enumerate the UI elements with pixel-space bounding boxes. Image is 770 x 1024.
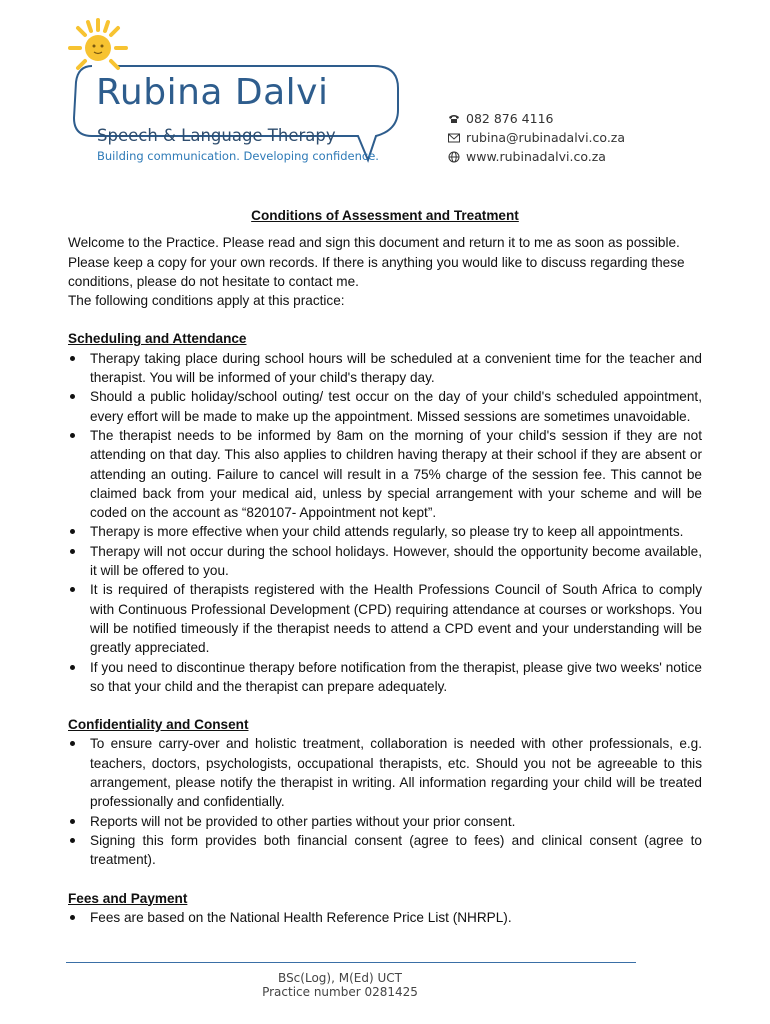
- footer: [230, 971, 450, 999]
- footer-divider: [66, 962, 636, 963]
- list-item: The therapist needs to be informed by 8am on the morning of your child's session if they are not attending on that day. This also applies to children having therapy at their school if they are absent or attending an outing. Failure to cancel will result in a 75% charge of the session fee. This cannot be claimed back from your medical aid, unless by special arrangement with your scheme and will be coded on the account as “820107- Appointment not kept”.: [68, 426, 702, 522]
- list-item: Should a public holiday/school outing/ test occur on the day of your child's scheduled appointment, every effort will be made to make up the appointment. Missed sessions are sometimes unavoidable.: [68, 387, 702, 426]
- contact-block: [448, 109, 625, 166]
- intro-conditions-line: The following conditions apply at this practice:: [68, 293, 345, 309]
- list-item: If you need to discontinue therapy before notification from the therapist, please give two weeks' notice so that your child and the therapist can prepare adequately.: [68, 658, 702, 697]
- list-item: Therapy is more effective when your child attends regularly, so please try to keep all appointments.: [68, 522, 702, 541]
- list-item: Fees are based on the National Health Reference Price List (NHRPL).: [68, 908, 702, 927]
- brand-name: Rubina Dalvi: [96, 72, 329, 113]
- list-item: It is required of therapists registered with the Health Professions Council of South Africa to comply with Continuous Professional Development (CPD) requiring attendance at courses or workshops. You will be notified timeously if the therapist needs to attend a CPD event and your understanding will be greatly appreciated.: [68, 580, 702, 657]
- confidentiality-list: [68, 734, 702, 869]
- intro-paragraph: Welcome to the Practice. Please read and sign this document and return it to me as soon as possible. Please keep a copy for your own records. If there is anything you would like to discuss regarding these conditions, please do not hesitate to contact me.: [68, 235, 685, 289]
- list-item: Reports will not be provided to other parties without your prior consent.: [68, 812, 702, 831]
- brand-subtitle: Speech & Language Therapy: [97, 126, 336, 145]
- phone-icon: [448, 114, 466, 124]
- letterhead: [0, 0, 770, 190]
- fees-list: [68, 908, 702, 927]
- list-item: To ensure carry-over and holistic treatment, collaboration is needed with other professionals, e.g. teachers, doctors, psychologists, occupational therapists, etc. Should you not be agreeable to this arrangement, please notify the therapist in writing. All information regarding your child will be treated professionally and confidentially.: [68, 734, 702, 811]
- section-heading-confidentiality: Confidentiality and Consent: [68, 717, 249, 733]
- brand-tagline: Building communication. Developing confidence.: [97, 149, 379, 163]
- list-item: Therapy will not occur during the school holidays. However, should the opportunity become available, it will be offered to you.: [68, 542, 702, 581]
- contact-email: [448, 128, 625, 147]
- footer-qualifications: BSc(Log), M(Ed) UCT: [278, 971, 402, 985]
- list-item: Signing this form provides both financial consent (agree to fees) and clinical consent (agree to treatment).: [68, 831, 702, 870]
- contact-phone: [448, 109, 625, 128]
- list-item: Therapy taking place during school hours will be scheduled at a convenient time for the teacher and therapist. You will be informed of your child's therapy day.: [68, 349, 702, 388]
- envelope-icon: [448, 133, 466, 143]
- globe-icon: [448, 151, 466, 163]
- document-title: Conditions of Assessment and Treatment: [251, 208, 519, 223]
- contact-email-text[interactable]: rubina@rubinadalvi.co.za: [466, 130, 626, 145]
- scheduling-list: [68, 349, 702, 696]
- section-heading-scheduling: Scheduling and Attendance: [68, 331, 247, 347]
- section-heading-fees: Fees and Payment: [68, 890, 188, 906]
- contact-website-text[interactable]: www.rubinadalvi.co.za: [466, 149, 606, 164]
- contact-phone-text[interactable]: 082 876 4116: [466, 111, 554, 126]
- document-body: [68, 206, 702, 927]
- contact-website: [448, 147, 625, 166]
- footer-practice-number: Practice number 0281425: [262, 985, 418, 999]
